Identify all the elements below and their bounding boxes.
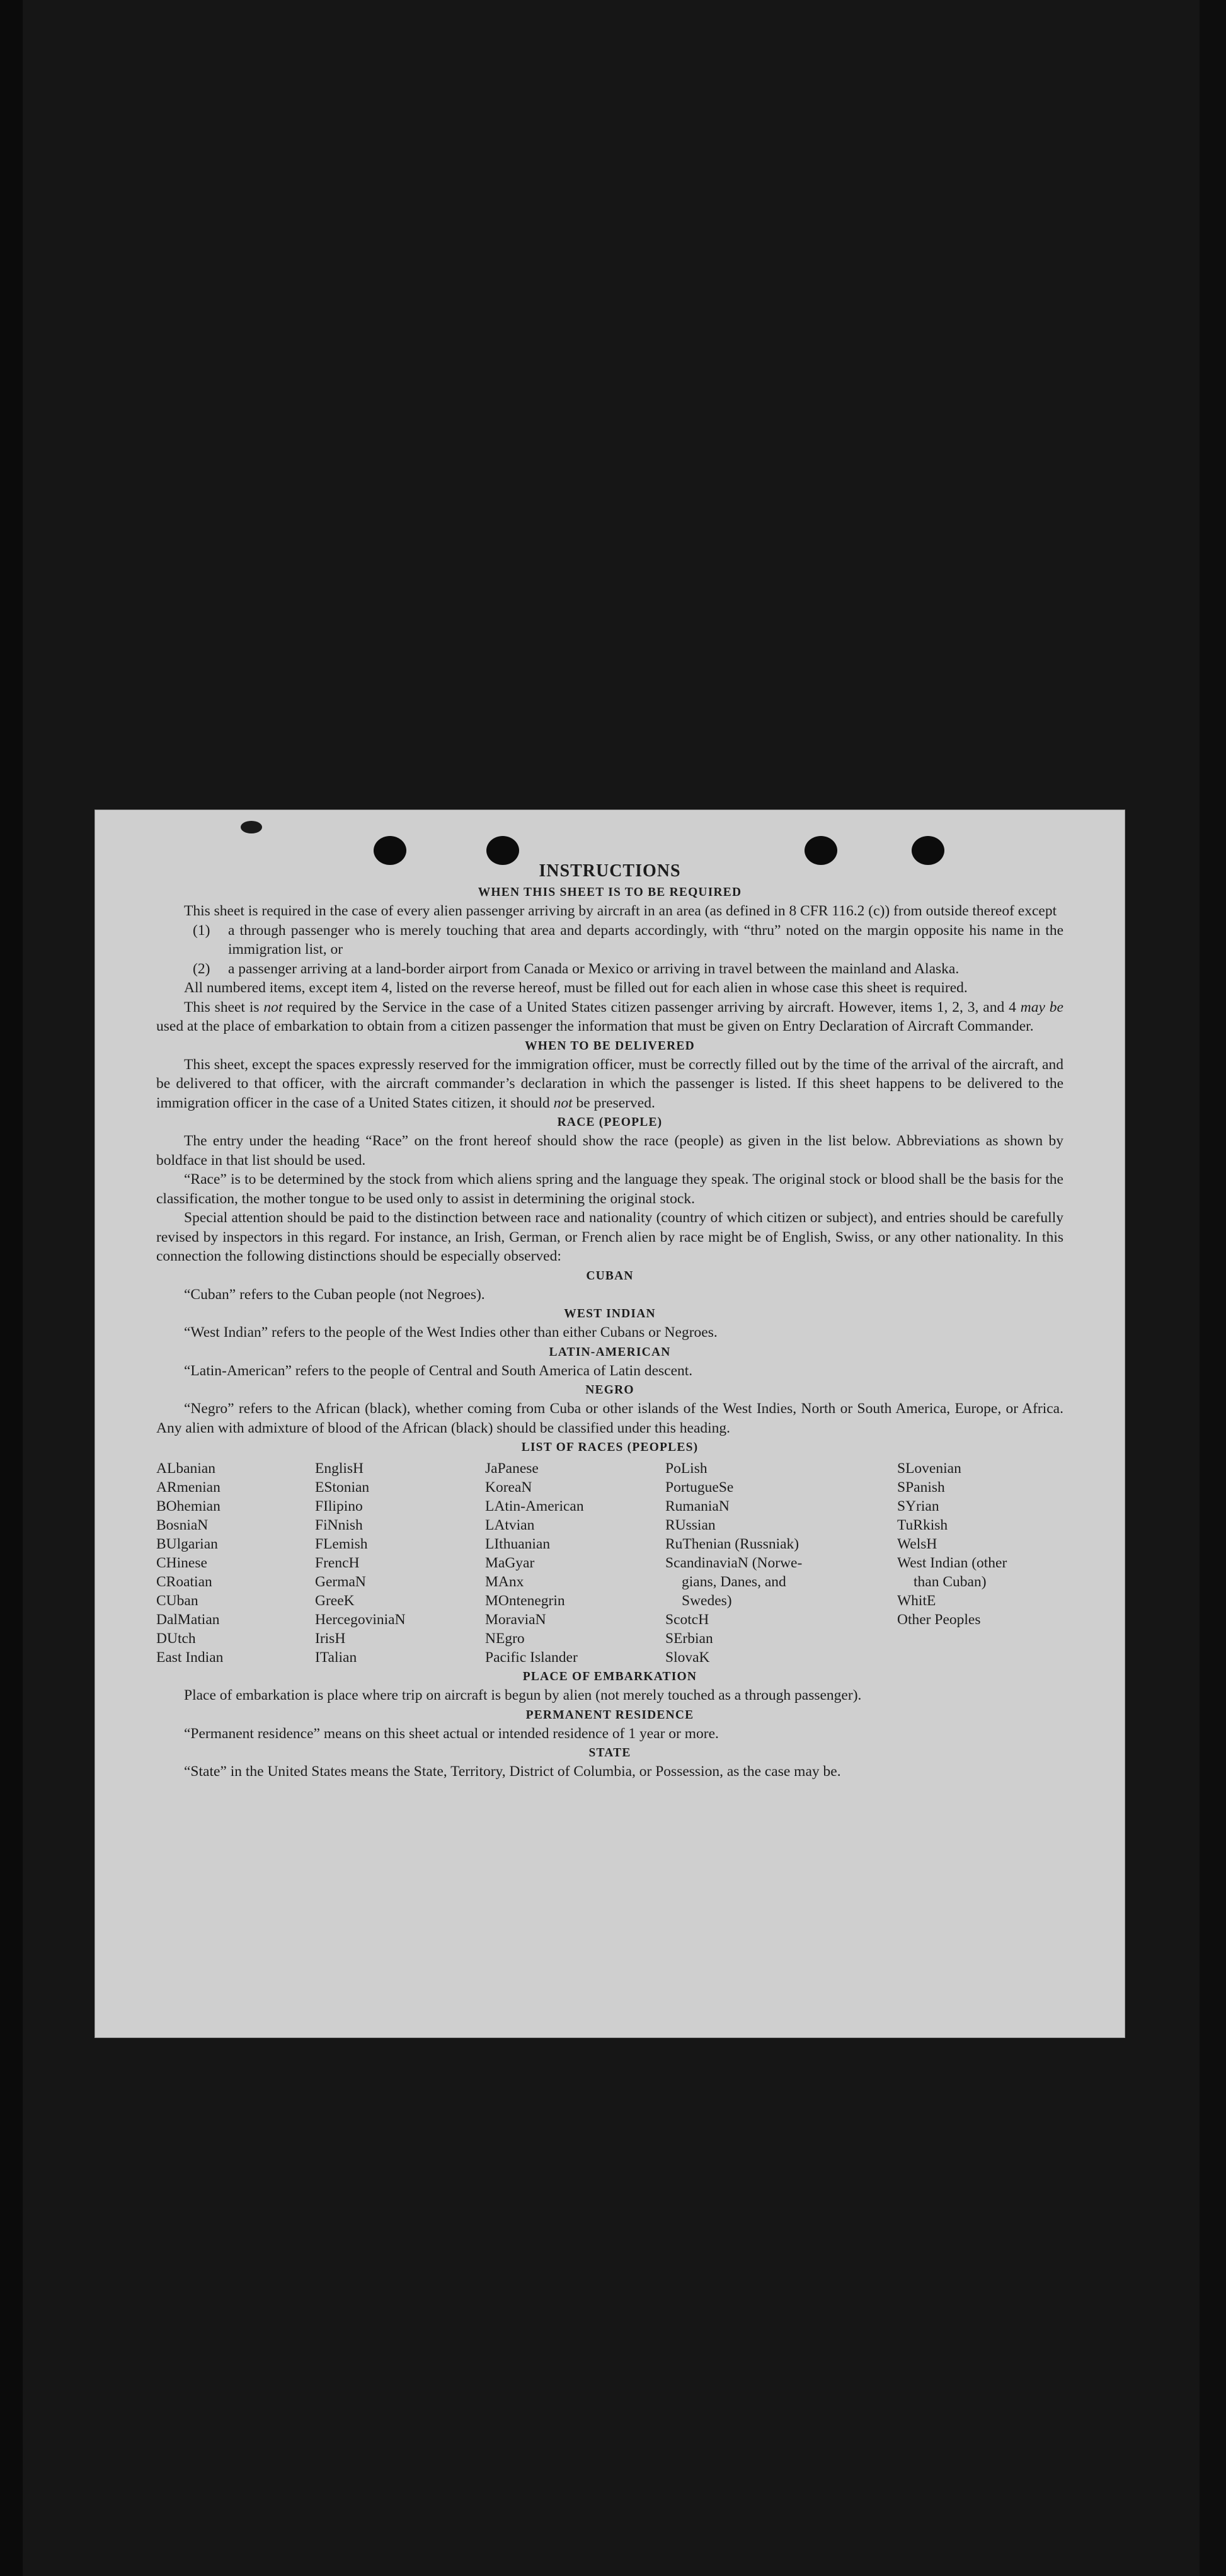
paragraph: “State” in the United States means the State, Territory, District of Columbia, or Possession, as the case may be. <box>184 1763 841 1780</box>
race-entry: MaGyar <box>485 1555 535 1571</box>
list-text: a passenger arriving at a land-border airport from Canada or Mexico or arriving in travel between the mainland and Alaska. <box>228 960 960 977</box>
race-entry: EnglisH <box>315 1460 364 1477</box>
race-entry: ScandinaviaN (Norwe- <box>665 1555 803 1571</box>
text-run: This sheet, except the spaces expressly reserved for the immigration officer, must be correctly filled out by the time of the arrival of the aircraft, and be delivered to that officer, with the aircraft commander’s declaration in which the passenger is listed. If this sheet happens to be delivered to the immigration officer in the case of a United States citizen, it should <box>156 1056 1063 1111</box>
race-entry: FrencH <box>315 1555 360 1571</box>
italic-run: may be <box>1020 999 1063 1016</box>
definition: “Negro” refers to the African (black), whether coming from Cuba or other islands of the West Indies, North or South America, Europe, or Africa. Any alien with admixture of blood of the African (black) should be classified under this heading. <box>156 1400 1063 1436</box>
race-entry: SPanish <box>897 1479 945 1496</box>
paragraph: This sheet is required in the case of every alien passenger arriving by aircraft in an area (as defined in 8 CFR 116.2 (c)) from outside thereof except <box>184 903 1057 919</box>
paragraph: Special attention should be paid to the distinction between race and nationality (country of which citizen or subject), and entries should be carefully revised by inspectors in this regard. For instance, an Irish, German, or French alien by race might be of English, Swiss, or any other nationality. In this connection the following distinctions should be especially observed: <box>156 1210 1063 1264</box>
heading-when-delivered: WHEN TO BE DELIVERED <box>525 1039 695 1053</box>
race-entry: SLovenian <box>897 1460 961 1477</box>
race-entry: HercegoviniaN <box>315 1611 406 1628</box>
race-entry: CRoatian <box>156 1574 212 1590</box>
heading-west-indian: WEST INDIAN <box>564 1307 656 1320</box>
race-entry: East Indian <box>156 1649 224 1666</box>
race-entry: BosniaN <box>156 1517 209 1533</box>
paragraph: The entry under the heading “Race” on the front hereof should show the race (people) as given in the list below. Abbreviations as shown by boldface in that list should be used. <box>156 1133 1063 1169</box>
paragraph: “Race” is to be determined by the stock from which aliens spring and the language they speak. The original stock or blood shall be the basis for the classification, the mother tongue to be used only to assist in determining the original stock. <box>156 1171 1063 1207</box>
race-entry: FIlipino <box>315 1498 363 1514</box>
race-entry: than Cuban) <box>914 1574 987 1590</box>
heading-when-required: WHEN THIS SHEET IS TO BE REQUIRED <box>478 886 742 899</box>
text-run: be preserved. <box>572 1094 655 1111</box>
race-entry: GreeK <box>315 1593 355 1609</box>
page-title: INSTRUCTIONS <box>539 861 681 881</box>
race-entry: SYrian <box>897 1498 939 1514</box>
paragraph: All numbered items, except item 4, listed on the reverse hereof, must be filled out for each alien in whose case this sheet is required. <box>184 980 968 996</box>
race-entry: ARmenian <box>156 1479 221 1496</box>
definition: “West Indian” refers to the people of the West Indies other than either Cubans or Negroes. <box>184 1324 718 1341</box>
race-entry: West Indian (other <box>897 1555 1007 1571</box>
races-column-3 <box>485 1459 665 1667</box>
list-number: (1) <box>193 922 210 939</box>
race-entry: FLemish <box>315 1536 368 1552</box>
race-entry: LAtin-American <box>485 1498 584 1514</box>
race-entry: MAnx <box>485 1574 524 1590</box>
race-entry: RuThenian (Russniak) <box>665 1536 799 1552</box>
race-entry: FiNnish <box>315 1517 363 1533</box>
heading-race: RACE (PEOPLE) <box>557 1116 663 1129</box>
race-entry: KoreaN <box>485 1479 532 1496</box>
paragraph <box>156 1055 1063 1113</box>
race-entry: NEgro <box>485 1630 525 1647</box>
paragraph: Place of embarkation is place where trip on aircraft is begun by alien (not merely touched as a through passenger). <box>184 1687 862 1703</box>
list-item <box>193 921 1063 959</box>
race-entry: ALbanian <box>156 1460 215 1477</box>
heading-state: STATE <box>588 1746 631 1760</box>
scan-smudge <box>241 821 262 833</box>
film-edge-right <box>1200 0 1226 2576</box>
text-run: This sheet is <box>184 999 264 1016</box>
race-entry: RUssian <box>665 1517 716 1533</box>
races-column-4 <box>665 1459 897 1667</box>
race-entry: BOhemian <box>156 1498 221 1514</box>
heading-negro: NEGRO <box>585 1383 634 1397</box>
heading-cuban: CUBAN <box>586 1269 634 1283</box>
race-entry: DUtch <box>156 1630 196 1647</box>
race-entry: JaPanese <box>485 1460 539 1477</box>
races-column-5 <box>897 1459 1063 1667</box>
race-entry: IrisH <box>315 1630 346 1647</box>
film-edge-left <box>0 0 23 2576</box>
heading-permanent-residence: PERMANENT RESIDENCE <box>525 1708 694 1722</box>
document-page <box>95 810 1125 2038</box>
heading-list-of-races: LIST OF RACES (PEOPLES) <box>521 1441 699 1454</box>
race-entry: CHinese <box>156 1555 207 1571</box>
heading-latin-american: LATIN-AMERICAN <box>549 1345 671 1359</box>
paragraph <box>156 998 1063 1036</box>
races-list <box>156 1459 1063 1667</box>
race-entry: PoLish <box>665 1460 708 1477</box>
race-entry: SErbian <box>665 1630 713 1647</box>
list-text: a through passenger who is merely touching that area and departs accordingly, with “thru” noted on the margin opposite his name in the immigration list, or <box>228 922 1063 958</box>
race-entry: LIthuanian <box>485 1536 551 1552</box>
instructions-body <box>156 860 1063 1782</box>
race-entry: MOntenegrin <box>485 1593 565 1609</box>
list-item <box>193 959 1063 979</box>
race-entry: SlovaK <box>665 1649 710 1666</box>
race-entry: Pacific Islander <box>485 1649 578 1666</box>
race-entry: RumaniaN <box>665 1498 730 1514</box>
race-entry: WelsH <box>897 1536 937 1552</box>
race-entry: Other Peoples <box>897 1611 981 1628</box>
races-column-1 <box>156 1459 315 1667</box>
race-entry: MoraviaN <box>485 1611 546 1628</box>
definition: “Cuban” refers to the Cuban people (not Negroes). <box>184 1286 485 1303</box>
race-entry: PortugueSe <box>665 1479 734 1496</box>
text-run: used at the place of embarkation to obtain from a citizen passenger the information that must be given on Entry Declaration of Aircraft Commander. <box>156 1018 1034 1034</box>
race-entry: ITalian <box>315 1649 357 1666</box>
heading-embarkation: PLACE OF EMBARKATION <box>522 1670 697 1683</box>
text-run: required by the Service in the case of a United States citizen passenger arriving by aircraft. However, items 1, 2, 3, and 4 <box>282 999 1021 1016</box>
race-entry: BUlgarian <box>156 1536 218 1552</box>
races-column-2 <box>315 1459 485 1667</box>
race-entry: GermaN <box>315 1574 366 1590</box>
race-entry: ScotcH <box>665 1611 709 1628</box>
italic-run: not <box>263 999 283 1016</box>
list-number: (2) <box>193 960 210 977</box>
race-entry: Swedes) <box>682 1593 732 1609</box>
race-entry: gians, Danes, and <box>682 1574 786 1590</box>
definition: “Latin-American” refers to the people of Central and South America of Latin descent. <box>184 1362 693 1379</box>
paragraph: “Permanent residence” means on this sheet actual or intended residence of 1 year or more. <box>184 1725 719 1742</box>
race-entry: TuRkish <box>897 1517 948 1533</box>
race-entry: DalMatian <box>156 1611 220 1628</box>
race-entry: EStonian <box>315 1479 370 1496</box>
race-entry: WhitE <box>897 1593 936 1609</box>
italic-run: not <box>553 1094 573 1111</box>
race-entry: LAtvian <box>485 1517 535 1533</box>
race-entry: CUban <box>156 1593 198 1609</box>
